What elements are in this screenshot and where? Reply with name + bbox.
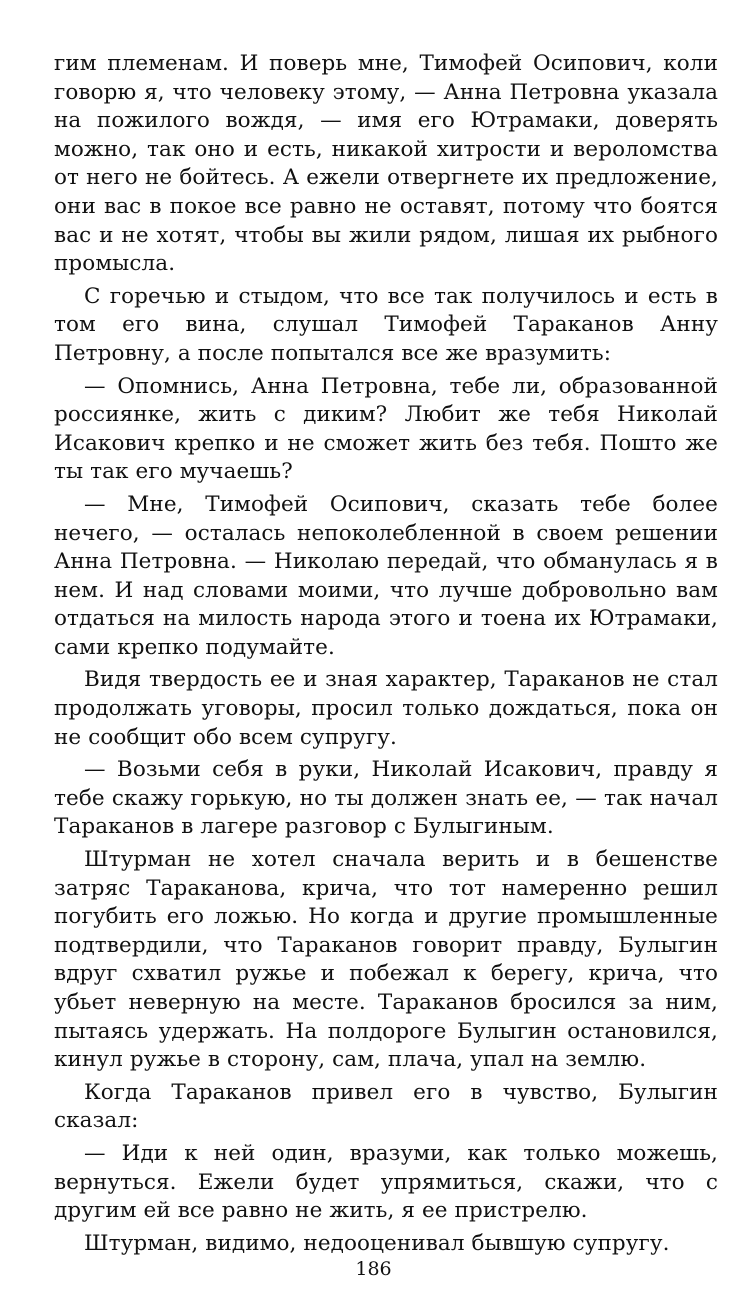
page-number: 186 (355, 1258, 392, 1280)
paragraph-8: Когда Тараканов привел его в чувство, Булыгин сказал: (54, 1079, 718, 1134)
paragraph-7: Штурман не хотел сначала верить и в бешенстве затряс Тараканова, крича, что тот намеренно решил погубить его ложью. Но когда и другие промышленные подтвердили, что Тараканов говорит правду, Булыгин вдруг схватил ружье и побежал к берегу, крича, что убьет неверную на месте. Тараканов бросился за ним, пытаясь удержать. На полдороге Булыгин остановился, кинул ружье в сторону, сам, плача, упал на землю. (54, 847, 718, 1073)
paragraph-9: — Иди к ней один, вразуми, как только можешь, вернуться. Ежели будет упрямиться, скажи, что с другим ей все равно не жить, я ее пристрелю. (54, 1140, 718, 1224)
paragraph-5: Видя твердость ее и зная характер, Тараканов не стал продолжать уговоры, просил только дождаться, пока он не сообщит обо всем супругу. (54, 667, 718, 750)
paragraph-1: гим племенам. И поверь мне, Тимофей Осипович, коли говорю я, что человеку этому, — Анна Петровна указала на пожилого вождя, — имя его Ютрамаки, доверять можно, так оно и есть, никакой хитрости и вероломства от него не бойтесь. А ежели отвергнете их предложение, они вас в покое все равно не оставят, потому что боятся вас и не хотят, чтобы вы жили рядом, лишая их рыбного промысла. (54, 51, 718, 277)
page-text (54, 50, 718, 1258)
paragraph-6: — Возьми себя в руки, Николай Исакович, правду я тебе скажу горькую, но ты должен знать ее, — так начал Тараканов в лагере разговор с Булыгиным. (54, 757, 718, 840)
paragraph-10: Штурман, видимо, недооценивал бывшую супругу. (84, 1230, 670, 1256)
paragraph-4: — Мне, Тимофей Осипович, сказать тебе более нечего, — осталась непоколебленной в своем решении Анна Петровна. — Николаю передай, что обманулась я в нем. И над словами моими, что лучше добровольно вам отдаться на милость народа этого и тоена их Ютрамаки, сами крепко подумайте. (54, 491, 718, 660)
paragraph-2: С горечью и стыдом, что все так получилось и есть в том его вина, слушал Тимофей Тараканов Анну Петровну, а после попытался все же вразумить: (54, 283, 718, 366)
paragraph-3: — Опомнись, Анна Петровна, тебе ли, образованной россиянке, жить с диким? Любит же тебя Николай Исакович крепко и не сможет жить без тебя. Пошто же ты так его мучаешь? (54, 373, 718, 485)
